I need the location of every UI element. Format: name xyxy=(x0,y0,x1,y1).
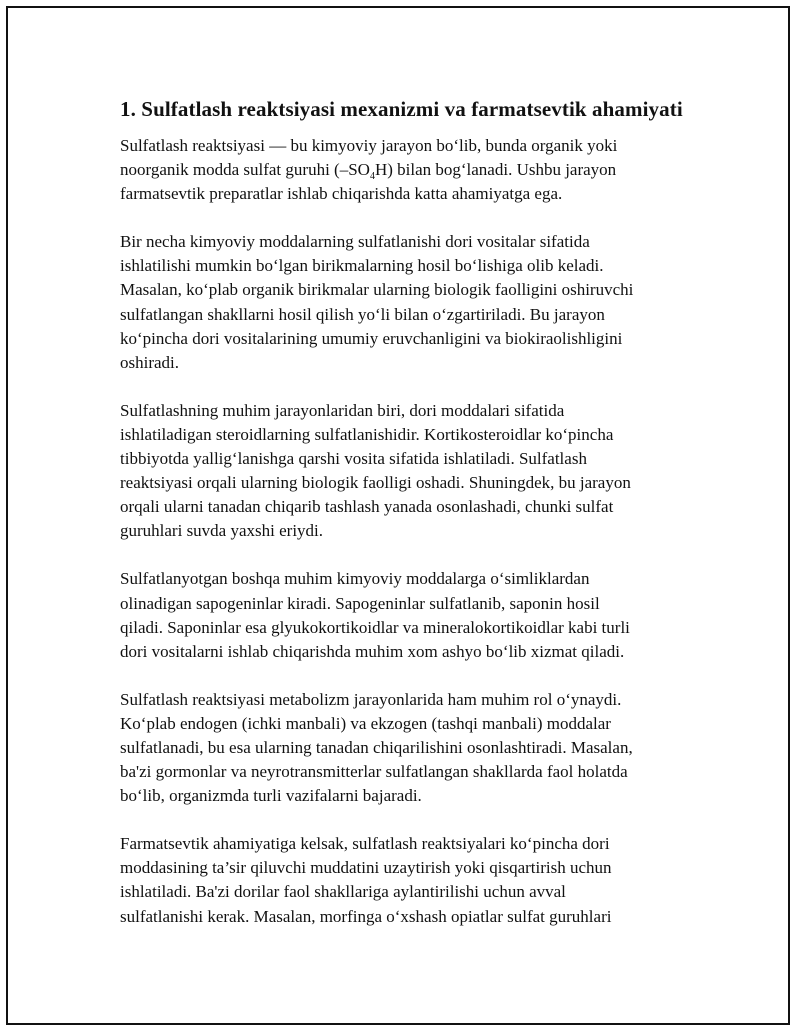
paragraph-1 xyxy=(120,134,694,206)
text-line: ba'zi gormonlar va neyrotransmitterlar sulfatlangan shakllarda faol holatda xyxy=(120,762,628,782)
subscript: 4 xyxy=(369,171,375,183)
text-line: oshiradi. xyxy=(120,352,180,372)
text-line: orqali ularni tanadan chiqarib tashlash yanada osonlashadi, chunki sulfat xyxy=(120,497,614,517)
text-line: ishlatiladigan steroidlarning sulfatlanishidir. Kortikosteroidlar ko‘pincha xyxy=(120,424,614,444)
text-line: Sulfatlash reaktsiyasi — bu kimyoviy jarayon bo‘lib, bunda organik yoki xyxy=(120,136,618,155)
text-line: moddasining ta’sir qiluvchi muddatini uzaytirish yoki qisqartirish uchun xyxy=(120,858,612,878)
document-page xyxy=(6,6,790,1025)
text-line: olinadigan sapogeninlar kiradi. Sapogeninlar sulfatlanib, saponin hosil xyxy=(120,593,600,613)
text-line: reaktsiyasi orqali ularning biologik faolligi oshadi. Shuningdek, bu jarayon xyxy=(120,473,631,493)
text-line: Sulfatlashning muhim jarayonlaridan biri, dori moddalari sifatida xyxy=(120,400,565,420)
paragraph-5 xyxy=(120,688,694,808)
text-line: ishlatiladi. Ba'zi dorilar faol shakllariga aylantirilishi uchun avval xyxy=(120,882,566,902)
text-line: ishlatilishi mumkin bo‘lgan birikmalarning hosil bo‘lishiga olib keladi. xyxy=(120,256,604,276)
text-line: ko‘pincha dori vositalarining umumiy eruvchanligini va biokiraolishligini xyxy=(120,328,623,348)
text-line: guruhlari suvda yaxshi eriydi. xyxy=(120,521,324,541)
text-line xyxy=(120,160,617,183)
text-fragment: H) bilan bog‘lanadi. Ushbu jarayon xyxy=(374,160,617,180)
text-line: qiladi. Saponinlar esa glyukokortikoidlar va mineralokortikoidlar kabi turli xyxy=(120,617,630,637)
paragraph-4 xyxy=(120,567,694,663)
text-line: tibbiyotda yallig‘lanishga qarshi vosita sifatida ishlatiladi. Sulfatlash xyxy=(120,449,587,469)
text-line: Ko‘plab endogen (ichki manbali) va ekzogen (tashqi manbali) moddalar xyxy=(120,713,611,733)
text-line: sulfatlanadi, bu esa ularning tanadan chiqarilishini osonlashtiradi. Masalan, xyxy=(120,737,633,757)
text-line: Masalan, ko‘plab organik birikmalar ularning biologik faolligini oshiruvchi xyxy=(120,280,634,300)
text-line: sulfatlanishi kerak. Masalan, morfinga o‘xshash opiatlar sulfat guruhlari xyxy=(120,906,612,926)
text-line: Sulfatlanyotgan boshqa muhim kimyoviy moddalarga o‘simliklardan xyxy=(120,569,590,589)
paragraph-3 xyxy=(120,399,694,544)
text-line: farmatsevtik preparatlar ishlab chiqarishda katta ahamiyatga ega. xyxy=(120,184,563,204)
text-line: Sulfatlash reaktsiyasi metabolizm jarayonlarida ham muhim rol o‘ynaydi. xyxy=(120,689,622,709)
paragraph-6 xyxy=(120,832,694,928)
document-body xyxy=(120,95,694,953)
text-line: bo‘lib, organizmda turli vazifalarni bajaradi. xyxy=(120,786,422,806)
text-line: dori vositalarni ishlab chiqarishda muhim xom ashyo bo‘lib xizmat qiladi. xyxy=(120,641,625,661)
text-fragment: noorganik modda sulfat guruhi (–SO xyxy=(120,160,370,180)
paragraph-2 xyxy=(120,230,694,375)
text-line: Bir necha kimyoviy moddalarning sulfatlanishi dori vositalar sifatida xyxy=(120,232,590,252)
section-heading: 1. Sulfatlash reaktsiyasi mexanizmi va farmatsevtik ahamiyati xyxy=(120,97,683,121)
text-line: Farmatsevtik ahamiyatiga kelsak, sulfatlash reaktsiyalari ko‘pincha dori xyxy=(120,834,610,854)
text-line: sulfatlangan shakllarni hosil qilish yo‘li bilan o‘zgartiriladi. Bu jarayon xyxy=(120,304,605,324)
